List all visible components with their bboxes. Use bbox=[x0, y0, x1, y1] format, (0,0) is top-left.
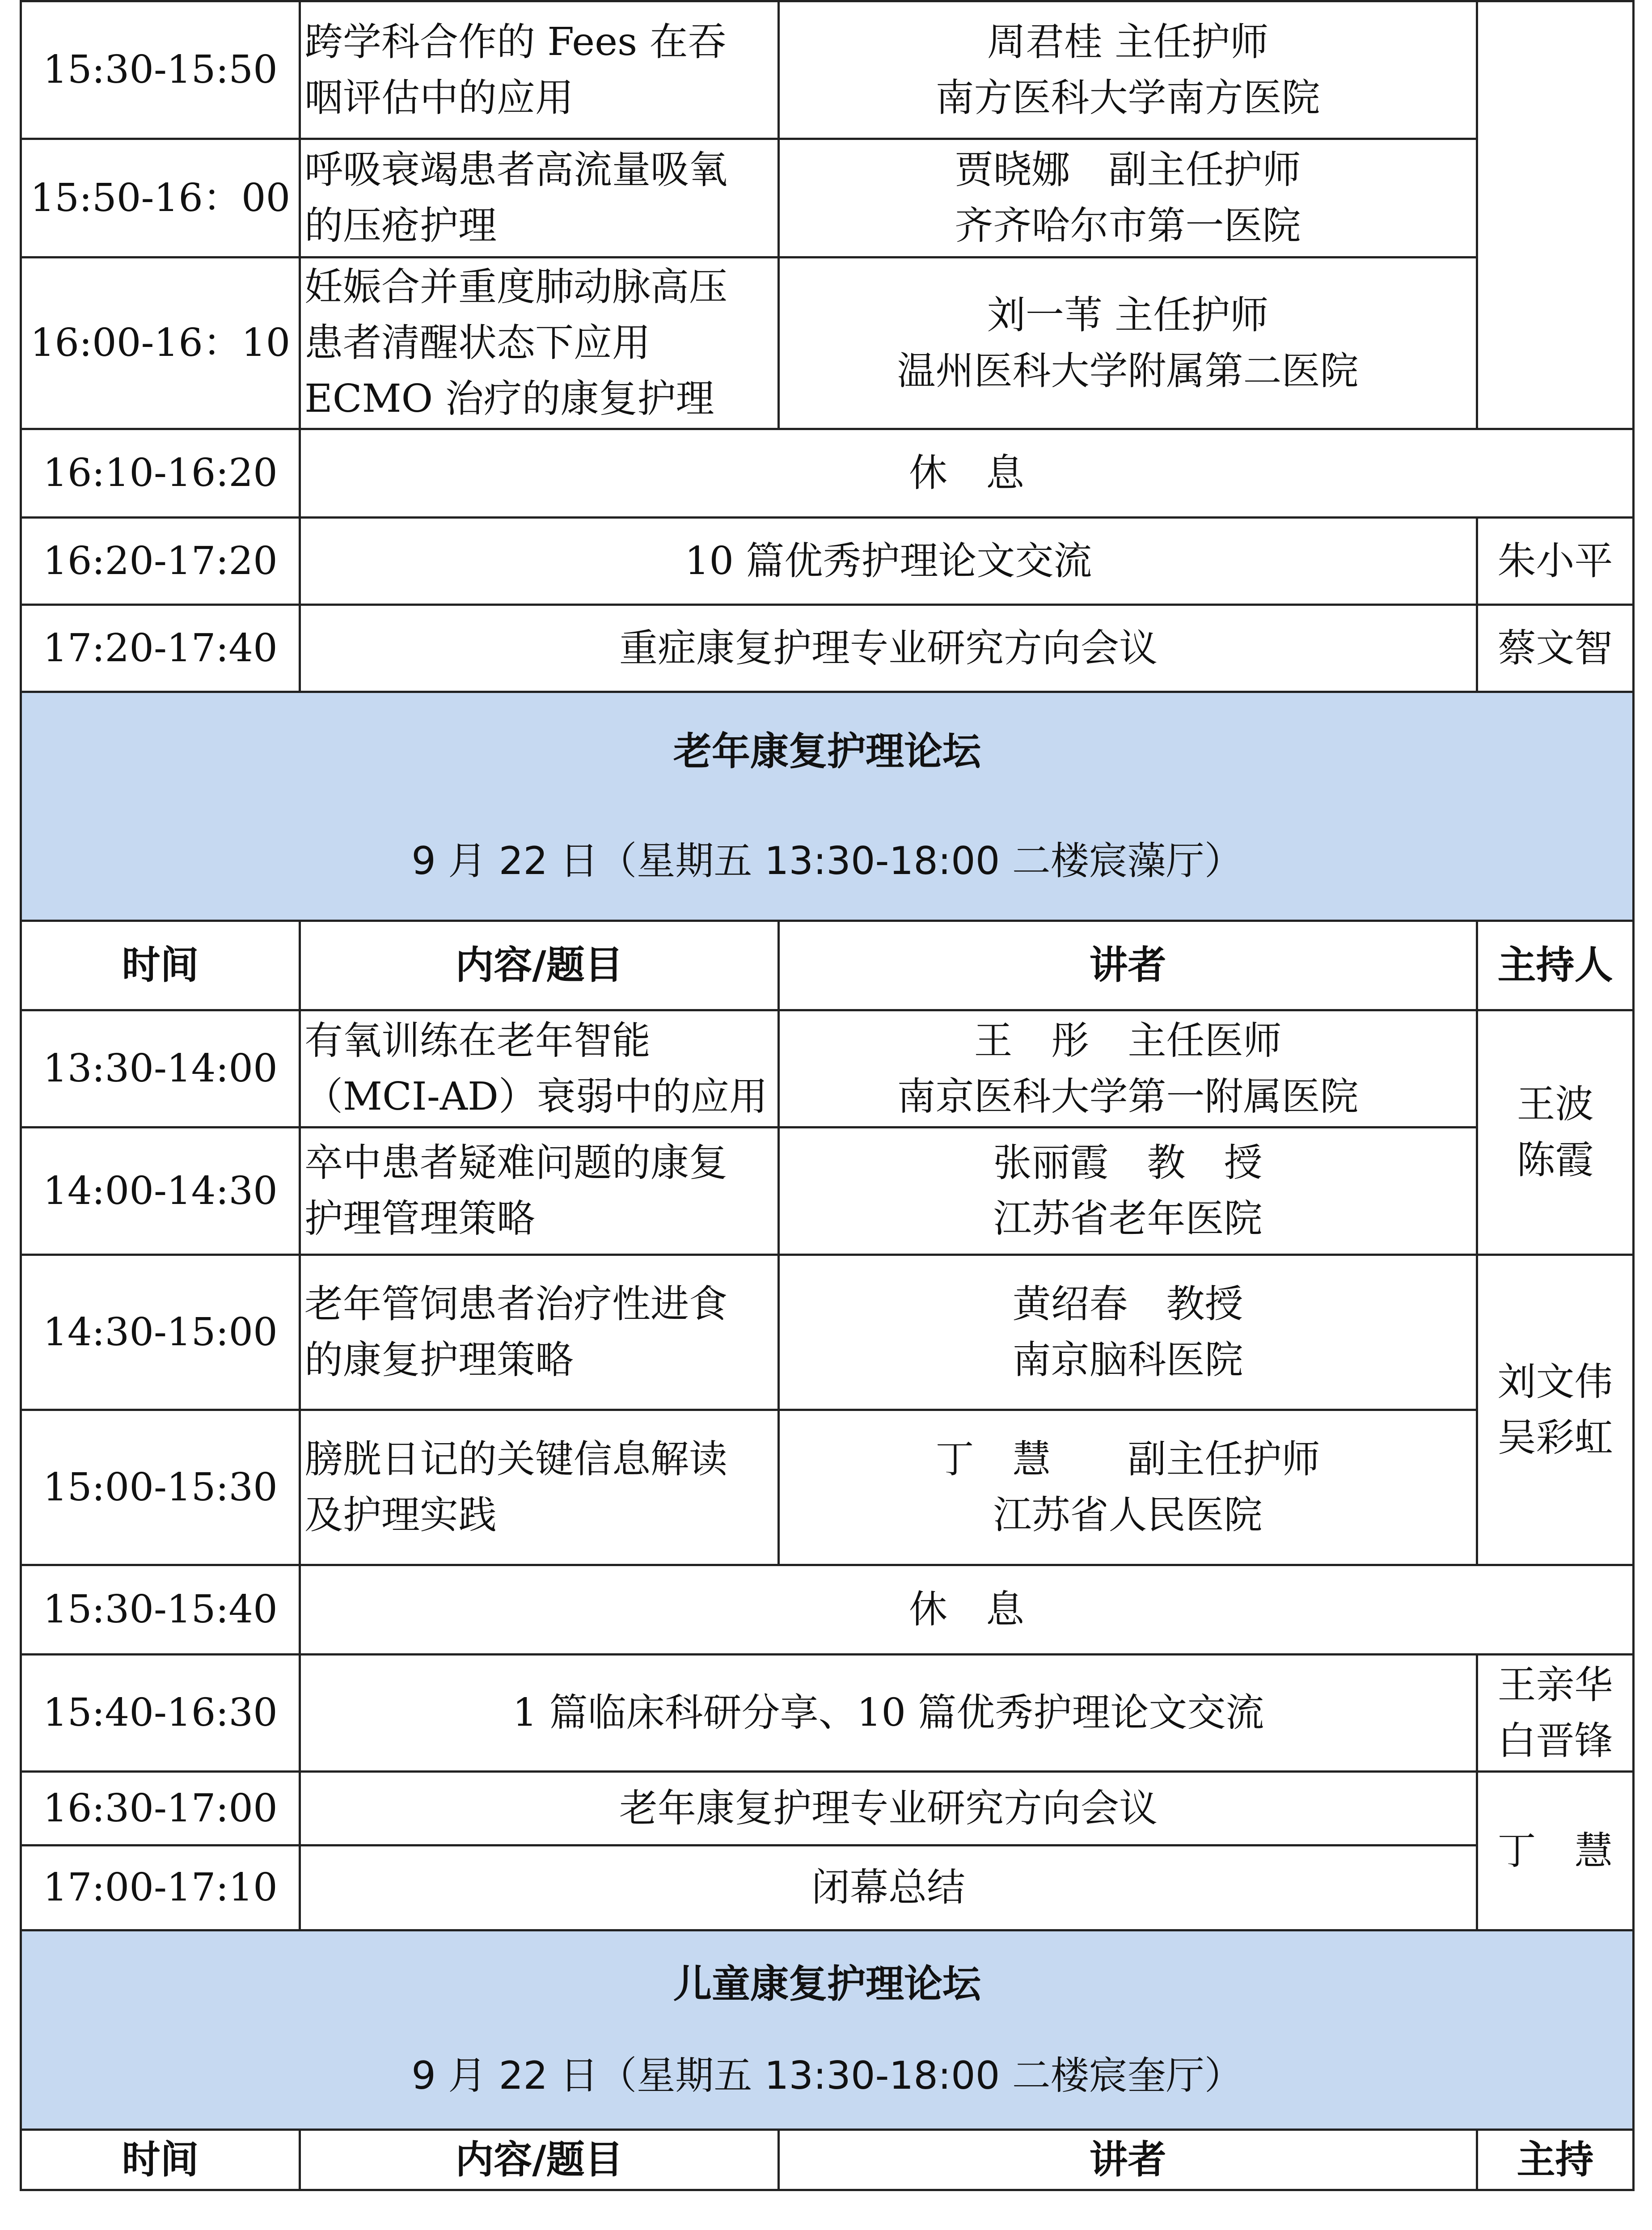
topic-cell bbox=[300, 1255, 779, 1410]
speaker-cell bbox=[779, 1, 1477, 139]
section-title-cell bbox=[21, 692, 1634, 921]
topic-cell bbox=[300, 1128, 779, 1255]
meeting-row bbox=[21, 1772, 1634, 1846]
speaker-cell bbox=[779, 1410, 1477, 1565]
meeting-text: 重症康复护理专业研究方向会议 bbox=[300, 605, 1477, 692]
break-row bbox=[21, 429, 1634, 518]
speaker-affiliation: 齐齐哈尔市第一医院 bbox=[955, 203, 1301, 248]
section-title: 儿童康复护理论坛 bbox=[673, 1961, 981, 2006]
time-cell: 16:30-17:00 bbox=[21, 1772, 300, 1846]
section-title-cell bbox=[21, 1930, 1634, 2130]
time-cell: 15:50-16：00 bbox=[21, 139, 300, 258]
speaker-affiliation: 南方医科大学南方医院 bbox=[935, 75, 1320, 120]
speaker-name: 贾晓娜 副主任护师 bbox=[955, 148, 1301, 192]
closing-row bbox=[21, 1846, 1634, 1930]
speaker-name: 周君桂 主任护师 bbox=[987, 19, 1269, 64]
essay-text: 1 篇临床科研分享、10 篇优秀护理论文交流 bbox=[300, 1655, 1477, 1772]
closing-text: 闭幕总结 bbox=[300, 1846, 1477, 1930]
header-topic: 内容/题目 bbox=[300, 921, 779, 1010]
essay-text: 10 篇优秀护理论文交流 bbox=[300, 518, 1477, 605]
speaker-name: 张丽霞 教 授 bbox=[993, 1140, 1263, 1185]
header-host: 主持 bbox=[1477, 2130, 1634, 2190]
speaker-cell bbox=[779, 1255, 1477, 1410]
table-row bbox=[21, 1410, 1634, 1565]
speaker-cell bbox=[779, 1010, 1477, 1128]
host-cell-empty bbox=[1477, 1, 1634, 429]
host-cell bbox=[1477, 1255, 1634, 1565]
section-header-elderly bbox=[21, 692, 1634, 921]
topic-line: 膀胱日记的关键信息解读 bbox=[304, 1437, 727, 1482]
table-row bbox=[21, 1128, 1634, 1255]
topic-line: 妊娠合并重度肺动脉高压 bbox=[304, 265, 727, 309]
host-cell bbox=[1477, 1655, 1634, 1772]
time-cell: 13:30-14:00 bbox=[21, 1010, 300, 1128]
topic-line: 的压疮护理 bbox=[304, 203, 497, 248]
topic-cell bbox=[300, 258, 779, 429]
host-cell bbox=[1477, 1010, 1634, 1255]
host-name: 白晋锋 bbox=[1497, 1718, 1613, 1763]
topic-cell bbox=[300, 1410, 779, 1565]
host-name: 吴彩虹 bbox=[1497, 1415, 1613, 1460]
topic-line: 老年管饲患者治疗性进食 bbox=[304, 1282, 727, 1326]
time-cell: 16:20-17:20 bbox=[21, 518, 300, 605]
topic-line: （MCI-AD）衰弱中的应用 bbox=[304, 1074, 768, 1119]
header-host: 主持人 bbox=[1477, 921, 1634, 1010]
host-cell: 丁 慧 bbox=[1477, 1772, 1634, 1930]
header-topic: 内容/题目 bbox=[300, 2130, 779, 2190]
speaker-affiliation: 南京医科大学第一附属医院 bbox=[897, 1074, 1359, 1119]
table-row bbox=[21, 1255, 1634, 1410]
topic-line: 有氧训练在老年智能 bbox=[304, 1018, 651, 1063]
table-row bbox=[21, 1010, 1634, 1128]
time-cell: 15:30-15:50 bbox=[21, 1, 300, 139]
topic-cell bbox=[300, 1, 779, 139]
time-cell: 17:20-17:40 bbox=[21, 605, 300, 692]
speaker-cell bbox=[779, 139, 1477, 258]
speaker-cell bbox=[779, 1128, 1477, 1255]
time-cell: 15:40-16:30 bbox=[21, 1655, 300, 1772]
host-name: 刘文伟 bbox=[1497, 1359, 1613, 1404]
essay-row bbox=[21, 1655, 1634, 1772]
host-cell: 蔡文智 bbox=[1477, 605, 1634, 692]
column-header-row bbox=[21, 2130, 1634, 2190]
time-cell: 16:00-16：10 bbox=[21, 258, 300, 429]
topic-cell bbox=[300, 1010, 779, 1128]
speaker-affiliation: 江苏省老年医院 bbox=[993, 1196, 1263, 1241]
time-cell: 15:00-15:30 bbox=[21, 1410, 300, 1565]
topic-cell bbox=[300, 139, 779, 258]
section-subtitle: 9 月 22 日（星期五 13:30-18:00 二楼宸奎厅） bbox=[411, 2053, 1243, 2098]
speaker-name: 丁 慧 副主任护师 bbox=[935, 1437, 1320, 1482]
header-speaker: 讲者 bbox=[779, 2130, 1477, 2190]
break-text: 休 息 bbox=[300, 429, 1634, 518]
speaker-cell bbox=[779, 258, 1477, 429]
speaker-affiliation: 江苏省人民医院 bbox=[993, 1493, 1263, 1537]
speaker-name: 王 彤 主任医师 bbox=[974, 1018, 1282, 1063]
topic-line: 咽评估中的应用 bbox=[304, 75, 574, 120]
time-cell: 17:00-17:10 bbox=[21, 1846, 300, 1930]
topic-line: 跨学科合作的 Fees 在吞 bbox=[304, 19, 727, 64]
schedule-table bbox=[20, 0, 1635, 2191]
topic-line: 呼吸衰竭患者高流量吸氧 bbox=[304, 148, 727, 192]
speaker-affiliation: 南京脑科医院 bbox=[1012, 1338, 1243, 1382]
time-cell: 15:30-15:40 bbox=[21, 1565, 300, 1655]
meeting-row bbox=[21, 605, 1634, 692]
topic-line: 卒中患者疑难问题的康复 bbox=[304, 1140, 727, 1185]
table-row bbox=[21, 1, 1634, 139]
header-time: 时间 bbox=[21, 921, 300, 1010]
topic-line: ECMO 治疗的康复护理 bbox=[304, 376, 714, 421]
column-header-row bbox=[21, 921, 1634, 1010]
table-row bbox=[21, 258, 1634, 429]
table-row bbox=[21, 139, 1634, 258]
host-name: 陈霞 bbox=[1517, 1138, 1594, 1183]
host-cell: 朱小平 bbox=[1477, 518, 1634, 605]
host-name: 王波 bbox=[1517, 1082, 1594, 1127]
break-row bbox=[21, 1565, 1634, 1655]
topic-line: 护理管理策略 bbox=[304, 1196, 535, 1241]
header-speaker: 讲者 bbox=[779, 921, 1477, 1010]
topic-line: 的康复护理策略 bbox=[304, 1338, 574, 1382]
time-cell: 14:00-14:30 bbox=[21, 1128, 300, 1255]
speaker-affiliation: 温州医科大学附属第二医院 bbox=[897, 348, 1359, 393]
time-cell: 14:30-15:00 bbox=[21, 1255, 300, 1410]
essay-row bbox=[21, 518, 1634, 605]
topic-line: 及护理实践 bbox=[304, 1493, 497, 1537]
time-cell: 16:10-16:20 bbox=[21, 429, 300, 518]
section-subtitle: 9 月 22 日（星期五 13:30-18:00 二楼宸藻厅） bbox=[411, 838, 1243, 883]
speaker-name: 刘一苇 主任护师 bbox=[987, 292, 1269, 338]
speaker-name: 黄绍春 教授 bbox=[1012, 1282, 1243, 1326]
meeting-text: 老年康复护理专业研究方向会议 bbox=[300, 1772, 1477, 1846]
section-title: 老年康复护理论坛 bbox=[673, 729, 981, 774]
header-time: 时间 bbox=[21, 2130, 300, 2190]
host-name: 王亲华 bbox=[1497, 1662, 1613, 1707]
section-header-children bbox=[21, 1930, 1634, 2130]
topic-line: 患者清醒状态下应用 bbox=[304, 321, 651, 365]
break-text: 休 息 bbox=[300, 1565, 1634, 1655]
